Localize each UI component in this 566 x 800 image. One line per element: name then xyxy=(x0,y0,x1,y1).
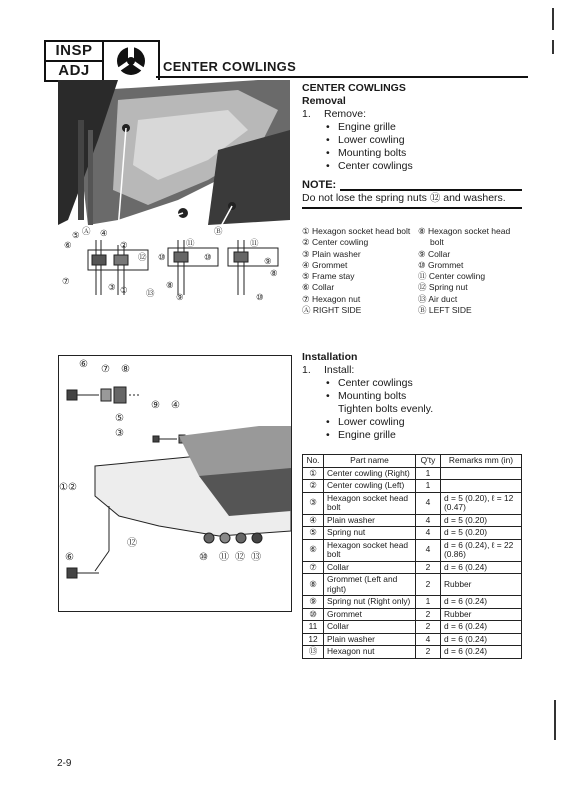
parts-table-wrap xyxy=(302,454,522,659)
callout: ⑥ xyxy=(65,552,74,563)
table-row xyxy=(303,561,522,574)
cell-remarks: Rubber xyxy=(441,574,522,596)
cell-no: ⑨ xyxy=(303,596,324,609)
cell-name: Hexagon socket head bolt xyxy=(324,492,416,514)
cell-name: Plain washer xyxy=(324,514,416,527)
callout: ③ xyxy=(108,282,116,292)
cell-remarks: d = 6 (0.24) xyxy=(441,596,522,609)
page-title: CENTER COWLINGS xyxy=(163,59,297,74)
callout: ⑧ xyxy=(121,364,130,375)
cell-qty: 2 xyxy=(416,574,441,596)
legend-item: ⑬ Air duct xyxy=(418,293,458,304)
callout: ⑨ xyxy=(151,400,160,411)
callout: ⑥ xyxy=(79,359,88,370)
logo-insp: INSP xyxy=(46,42,102,62)
cell-remarks xyxy=(441,480,522,493)
legend-item: ⑤ Frame stay xyxy=(302,271,355,282)
callout: ⑦ xyxy=(101,364,110,375)
header-rule xyxy=(156,76,528,78)
cell-qty: 1 xyxy=(416,467,441,480)
cell-remarks: d = 6 (0.24) xyxy=(441,621,522,634)
removal-subtitle: Removal xyxy=(302,95,346,107)
sub-instruction: Tighten bolts evenly. xyxy=(338,403,434,415)
cell-remarks: d = 6 (0.24) xyxy=(441,633,522,646)
table-row xyxy=(303,646,522,659)
cell-name: Spring nut (Right only) xyxy=(324,596,416,609)
legend-item: ① Hexagon socket head bolt xyxy=(302,226,411,236)
legend-item: bolt xyxy=(430,237,444,248)
legend-item: ⑥ Collar xyxy=(302,282,335,293)
cell-name: Collar xyxy=(324,561,416,574)
cell-name: Plain washer xyxy=(324,633,416,646)
callout: ①② xyxy=(59,482,77,493)
cell-name: Center cowling (Right) xyxy=(324,467,416,480)
legend-item: ④ Grommet xyxy=(302,259,348,270)
parts-table-body xyxy=(303,467,522,658)
callout: ② xyxy=(120,240,128,250)
cell-no: ⑩ xyxy=(303,608,324,621)
list-item: • Center cowlings xyxy=(338,377,413,390)
cell-no: 12 xyxy=(303,633,324,646)
table-row xyxy=(303,596,522,609)
table-header-row xyxy=(303,455,522,468)
callout: ④ xyxy=(171,400,180,411)
list-item: • Mounting bolts xyxy=(338,147,406,160)
table-row xyxy=(303,621,522,634)
cell-no: ④ xyxy=(303,514,324,527)
legend-item: ⑨ Collar xyxy=(418,248,451,259)
logo-adj: ADJ xyxy=(58,62,90,79)
legend-item: Ⓑ LEFT SIDE xyxy=(418,305,472,316)
table-row xyxy=(303,527,522,540)
cell-name: Center cowling (Left) xyxy=(324,480,416,493)
list-item: • Lower cowling xyxy=(338,416,405,429)
legend-item: ② Center cowling xyxy=(302,237,369,248)
callout: ⑩ xyxy=(158,252,166,262)
page-number: 2-9 xyxy=(57,758,72,769)
cell-no: ③ xyxy=(303,492,324,514)
cell-no: ⑬ xyxy=(303,646,324,659)
col-header: No. xyxy=(303,455,324,468)
cell-no: ⑦ xyxy=(303,561,324,574)
cell-name: Hexagon nut xyxy=(324,646,416,659)
note-rule xyxy=(340,189,522,191)
cell-name: Hexagon socket head bolt xyxy=(324,539,416,561)
legend-item: ⑩ Grommet xyxy=(418,259,464,270)
legend-item: ⑧ Hexagon socket head xyxy=(418,226,511,236)
callout: ⑪ xyxy=(219,552,229,563)
callout: ⑦ xyxy=(62,276,70,286)
callout: ⑤ xyxy=(72,230,80,240)
note-label: NOTE: xyxy=(302,179,337,191)
table-row xyxy=(303,514,522,527)
cell-remarks: d = 5 (0.20) xyxy=(441,514,522,527)
table-row xyxy=(303,608,522,621)
cell-no: ② xyxy=(303,480,324,493)
legend-right xyxy=(418,226,522,316)
col-header: Q'ty xyxy=(416,455,441,468)
list-item: • Engine grille xyxy=(338,429,396,442)
cell-qty: 4 xyxy=(416,492,441,514)
cell-qty: 2 xyxy=(416,646,441,659)
cell-qty: 4 xyxy=(416,633,441,646)
callout-a: Ⓐ xyxy=(82,226,91,236)
cell-qty: 2 xyxy=(416,621,441,634)
callout: ⑩ xyxy=(256,292,264,302)
list-item: • Lower cowling xyxy=(338,134,405,147)
cell-remarks xyxy=(441,467,522,480)
cell-qty: 4 xyxy=(416,514,441,527)
legend-item: ⑦ Hexagon nut xyxy=(302,293,361,304)
step-text: Remove: xyxy=(324,108,367,120)
callout: ⑨ xyxy=(264,256,272,266)
callout: ⑧ xyxy=(166,280,174,290)
cell-no: ⑤ xyxy=(303,527,324,540)
note-rule-bottom xyxy=(302,207,522,209)
callout: ⑫ xyxy=(138,252,147,262)
scan-mark xyxy=(552,40,554,54)
callout: ⑫ xyxy=(127,538,137,549)
cell-no: ① xyxy=(303,467,324,480)
step-number: 1. xyxy=(302,364,311,376)
callout: ③ xyxy=(115,428,124,439)
table-row xyxy=(303,467,522,480)
cell-remarks: d = 6 (0.24) xyxy=(441,561,522,574)
legend-item: ⑪ Center cowling xyxy=(418,271,486,282)
section-logo xyxy=(44,40,160,82)
col-header: Part name xyxy=(324,455,416,468)
parts-table xyxy=(302,454,522,659)
callout: ⑥ xyxy=(64,240,72,250)
callout: ⑧ xyxy=(270,268,278,278)
list-item: • Center cowlings xyxy=(338,160,413,173)
cell-qty: 1 xyxy=(416,480,441,493)
callout: ⑬ xyxy=(251,552,261,563)
cell-no: ⑥ xyxy=(303,539,324,561)
callout: ⑩ xyxy=(199,552,208,563)
section-heading: CENTER COWLINGS xyxy=(302,82,406,94)
wrench-icon xyxy=(104,42,158,80)
step-text: Install: xyxy=(324,364,355,376)
callout: ⑪ xyxy=(250,238,259,248)
table-row xyxy=(303,633,522,646)
cell-qty: 4 xyxy=(416,539,441,561)
callout: ① xyxy=(120,285,128,295)
cell-remarks: Rubber xyxy=(441,608,522,621)
cell-remarks: d = 6 (0.24), ℓ = 22 (0.86) xyxy=(441,539,522,561)
cell-name: Grommet (Left and right) xyxy=(324,574,416,596)
callout: ⑩ xyxy=(204,252,212,262)
legend-item: ③ Plain washer xyxy=(302,248,361,259)
callout: ⑬ xyxy=(146,288,155,298)
scan-mark xyxy=(552,8,554,30)
callout: ⑤ xyxy=(115,413,124,424)
cell-no: 11 xyxy=(303,621,324,634)
cell-remarks: d = 5 (0.20) xyxy=(441,527,522,540)
removal-figure xyxy=(58,80,290,310)
cell-name: Collar xyxy=(324,621,416,634)
list-item: • Engine grille xyxy=(338,121,396,134)
col-header: Remarks mm (in) xyxy=(441,455,522,468)
table-row xyxy=(303,539,522,561)
legend-left xyxy=(302,226,420,316)
step-number: 1. xyxy=(302,108,311,120)
cell-qty: 2 xyxy=(416,608,441,621)
table-row xyxy=(303,574,522,596)
callout: ⑪ xyxy=(186,238,195,248)
cell-remarks: d = 5 (0.20), ℓ = 12 (0.47) xyxy=(441,492,522,514)
callout-b: Ⓑ xyxy=(214,226,223,236)
cell-name: Grommet xyxy=(324,608,416,621)
cell-qty: 4 xyxy=(416,527,441,540)
scan-mark xyxy=(554,700,556,740)
table-row xyxy=(303,492,522,514)
cell-name: Spring nut xyxy=(324,527,416,540)
installation-figure xyxy=(58,355,292,612)
callout: ⑫ xyxy=(235,552,245,563)
cell-qty: 1 xyxy=(416,596,441,609)
legend-item: Ⓐ RIGHT SIDE xyxy=(302,305,362,316)
list-item: • Mounting bolts xyxy=(338,390,406,403)
callout: ④ xyxy=(100,228,108,238)
cell-qty: 2 xyxy=(416,561,441,574)
legend-item: ⑫ Spring nut xyxy=(418,282,468,293)
table-row xyxy=(303,480,522,493)
cell-no: ⑧ xyxy=(303,574,324,596)
note-text: Do not lose the spring nuts ⑫ and washers. xyxy=(302,192,506,204)
cell-remarks: d = 6 (0.24) xyxy=(441,646,522,659)
callout: ⑨ xyxy=(176,292,184,302)
installation-title: Installation xyxy=(302,351,358,363)
